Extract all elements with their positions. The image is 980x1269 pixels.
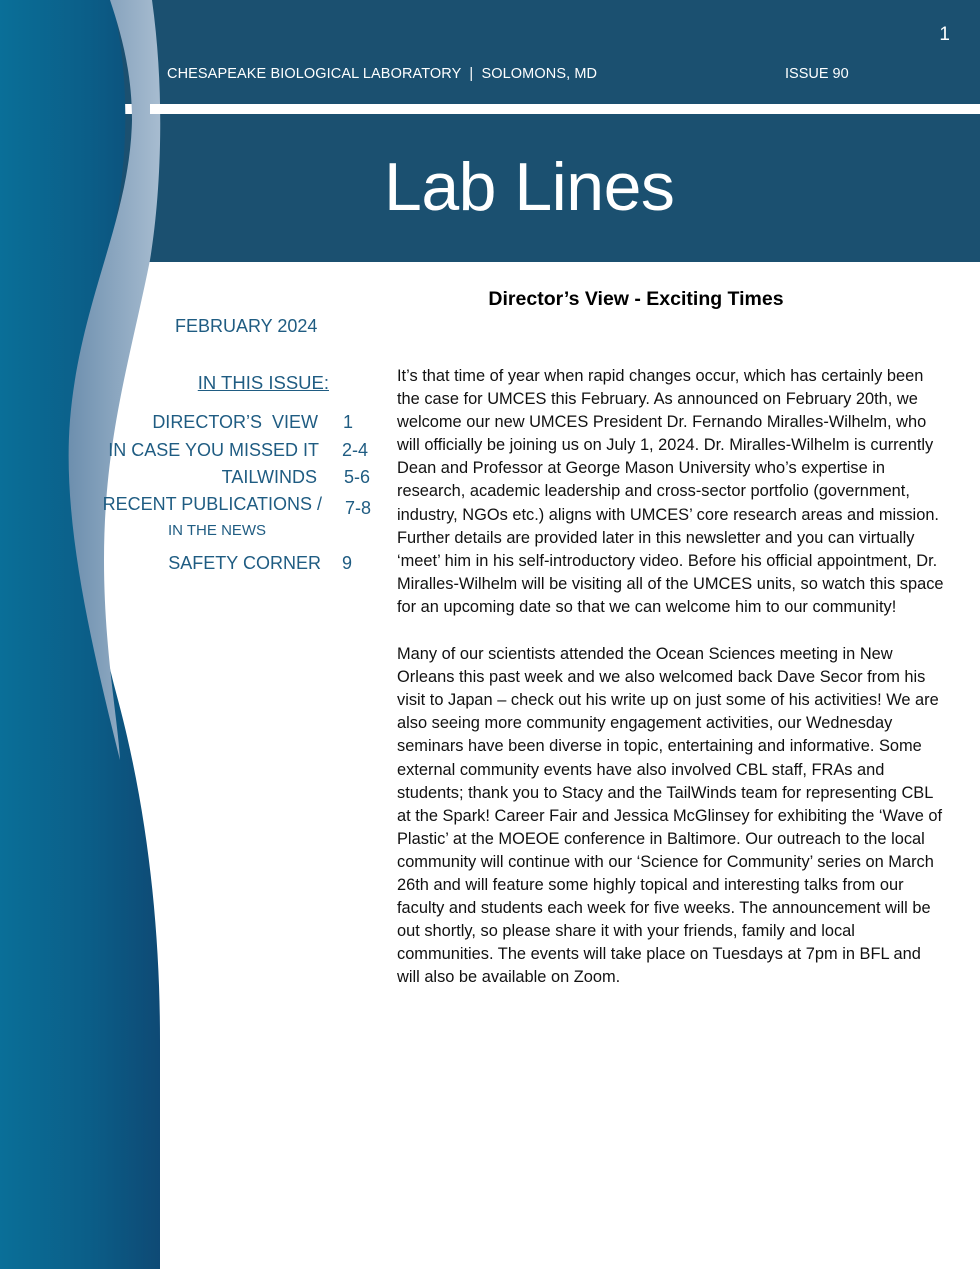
toc-item-label: IN CASE YOU MISSED IT xyxy=(108,440,319,460)
issue-date: FEBRUARY 2024 xyxy=(175,316,318,336)
page-number: 1 xyxy=(939,24,950,45)
toc-item-pages: 2-4 xyxy=(342,440,369,460)
toc-heading: IN THIS ISSUE: xyxy=(197,372,329,393)
toc-item-sublabel: IN THE NEWS xyxy=(168,522,267,539)
toc-item-label: RECENT PUBLICATIONS / xyxy=(102,494,322,514)
toc-item-pages: 7-8 xyxy=(345,498,372,518)
article-paragraph: Many of our scientists attended the Ocean Sciences meeting in New Orleans this past week and we also welcomed back Dave Secor from his visit to Japan – check out his write up on just some of his activities! We are also seeing more community engagement activities, our Wednesday seminars have been diverse in topic, entertaining and informative. Some external community events have also involved CBL staff, FRAs and students; thank you to Stacy and the TailWinds team for representing CBL at the Spark! Career Fair and Jessica McGlinsey for exhibiting the ‘Wave of Plastic’ at the MOEOE conference in Baltimore. Our outreach to the local community will continue with our ‘Science for Community’ series on March 26th and will feature some highly topical and interesting talks from our faculty and students each week for five weeks. The announcement will be out shortly, so please share it with your friends, family and local communities. The events will take place on Tuesdays at 7pm in BFL and will also be available on Zoom. xyxy=(397,645,943,987)
article-title: Director’s View - Exciting Times xyxy=(488,288,784,310)
newsletter-title: Lab Lines xyxy=(384,149,675,225)
toc-item-label: TAILWINDS xyxy=(221,467,317,487)
toc-item-pages: 9 xyxy=(342,553,353,573)
article-body xyxy=(397,365,945,1013)
issue-number: ISSUE 90 xyxy=(785,66,849,82)
toc-item-pages: 1 xyxy=(343,412,354,432)
toc-item-pages: 5-6 xyxy=(344,467,371,487)
toc-item-label: SAFETY CORNER xyxy=(168,553,321,573)
toc-item-label: DIRECTOR’S VIEW xyxy=(152,412,318,432)
article-paragraph: It’s that time of year when rapid changes occur, which has certainly been the case for UMCES this February. As announced on February 20th, we welcome our new UMCES President Dr. Fernando Miralles-Wilhelm, who will officially be joining us on July 1, 2024. Dr. Miralles-Wilhelm is currently Dean and Professor at George Mason University who’s expertise in research, academic leadership and cross-sector portfolio (government, industry, NGOs etc.) aligns with UMCES’ core research areas and mission. Further details are provided later in this newsletter and you can virtually ‘meet’ him in his self-introductory video. Before his official appointment, Dr. Miralles-Wilhelm will be visiting all of the UMCES units, so watch this space for an upcoming date so that we can welcome him to our community! xyxy=(397,367,944,616)
lab-name: CHESAPEAKE BIOLOGICAL LABORATORY | SOLOMONS, MD xyxy=(167,66,598,82)
